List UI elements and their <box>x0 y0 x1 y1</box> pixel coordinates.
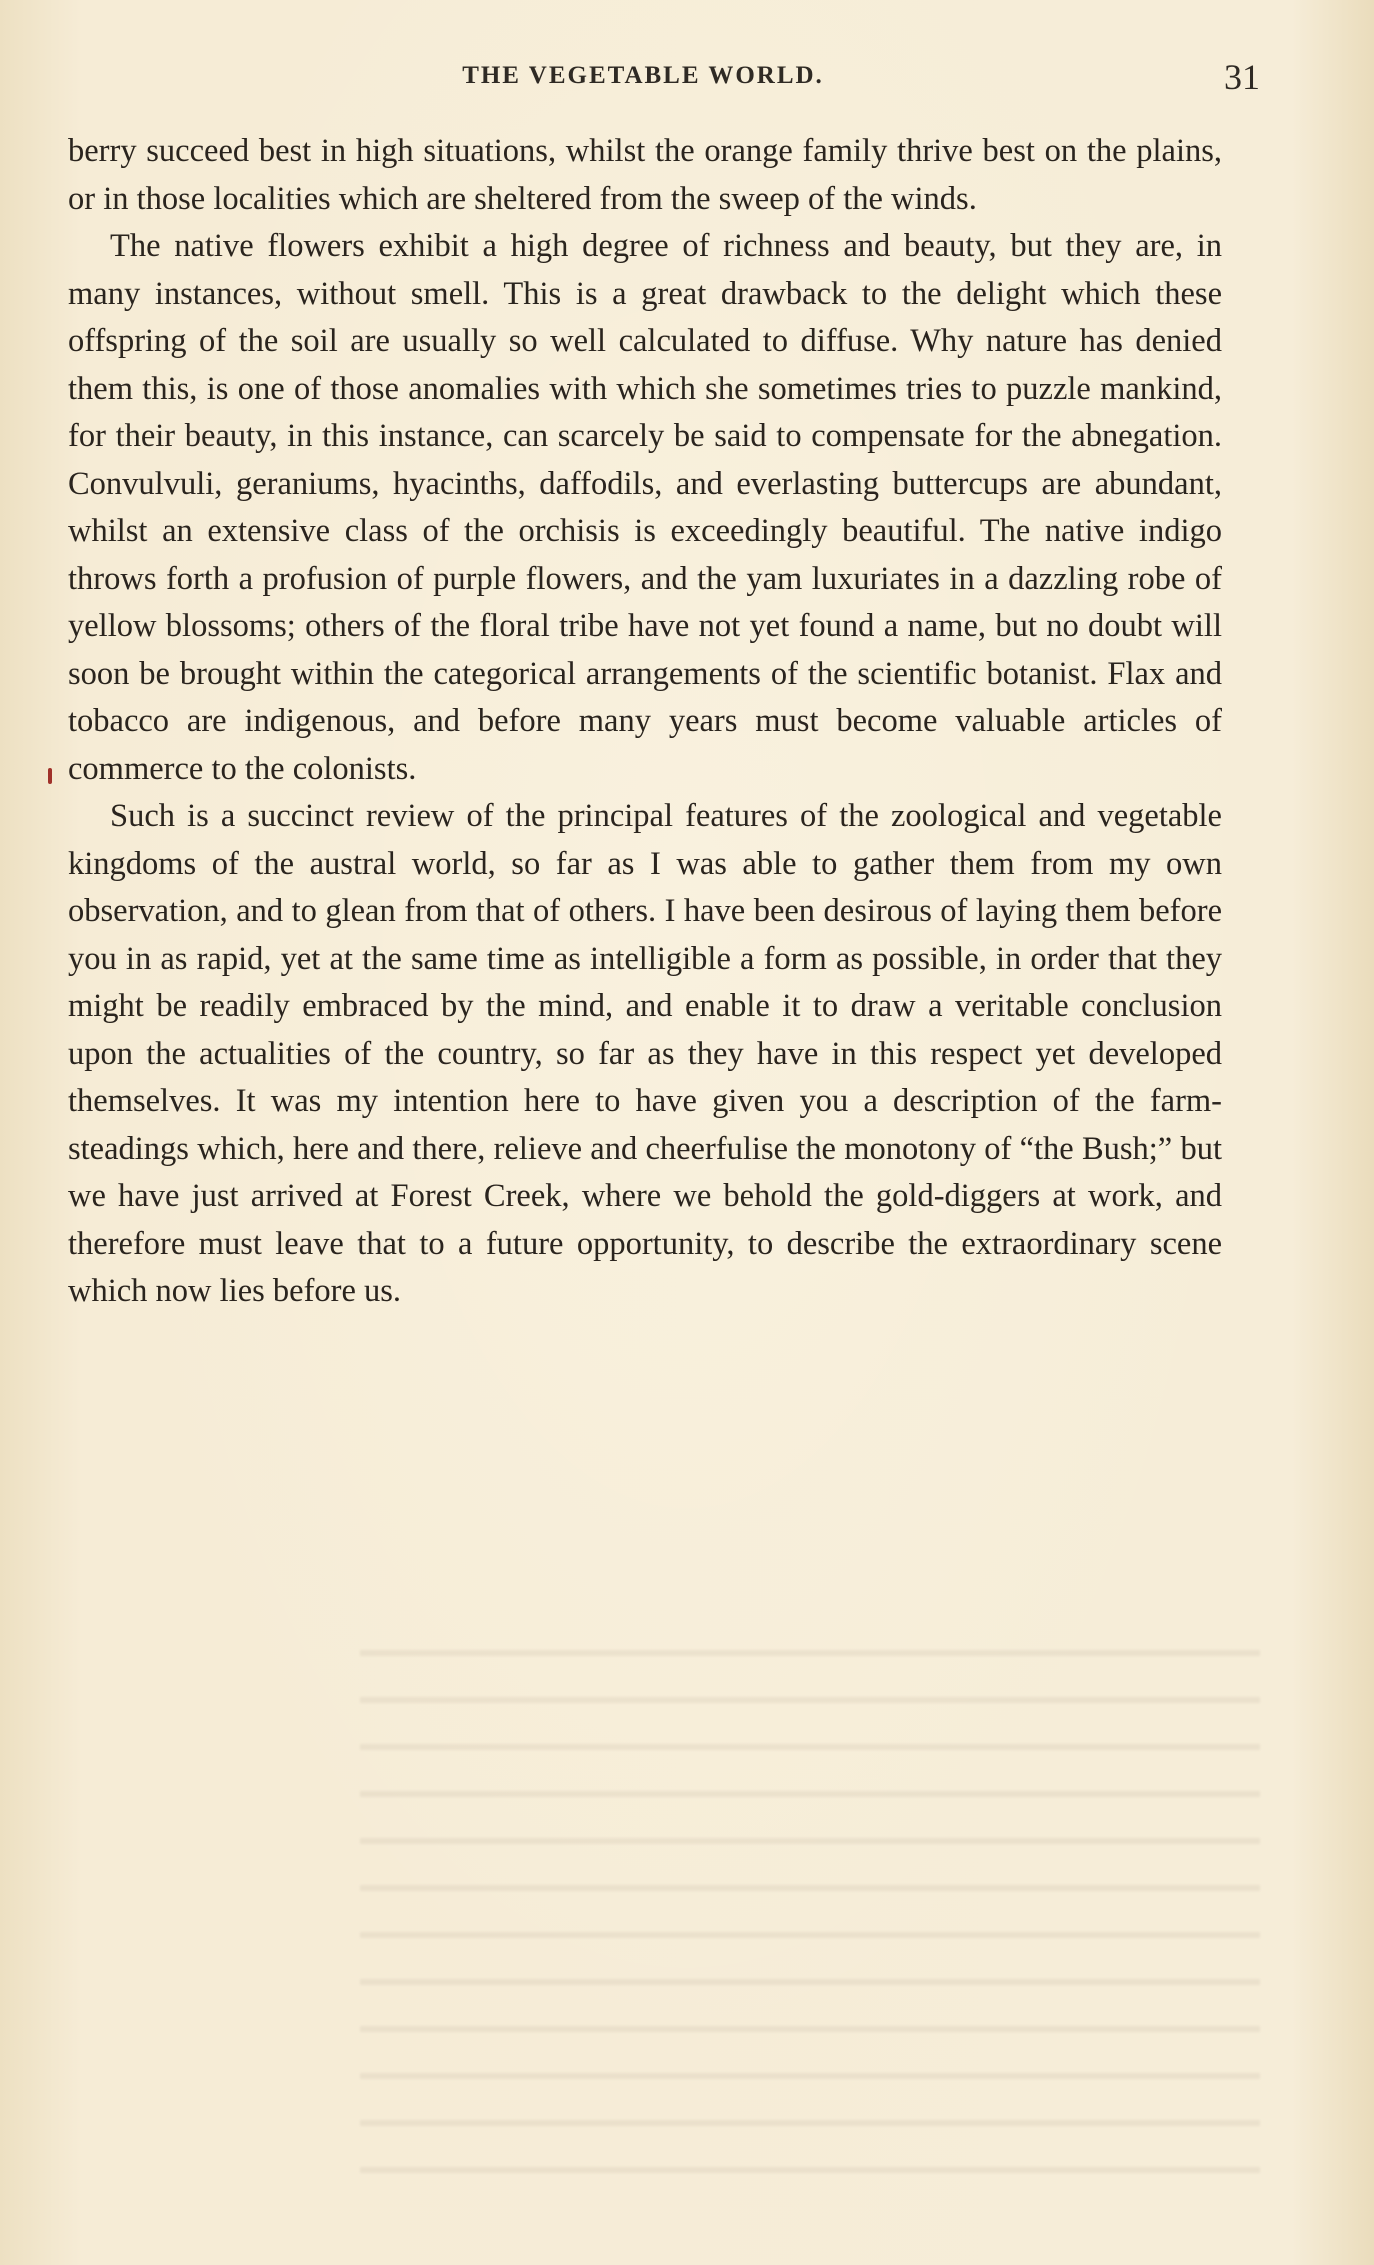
paragraph: The native flowers exhibit a high degree of richness and beauty, but they are, in many instances, without smell. This is a great drawback to the delight which these offspring of the soil are usually so well calculated to diffuse. Why nature has denied them this, is one of those anomalies with which she sometimes tries to puzzle mankind, for their beauty, in this instance, can scarcely be said to compensate for the abnegation. Convulvuli, geraniums, hyacinths, daffodils, and everlasting buttercups are abundant, whilst an extensive class of the orchisis is exceedingly beautiful. The native indigo throws forth a profusion of purple flowers, and the yam luxuriates in a dazzling robe of yellow blossoms; others of the floral tribe have not yet found a name, but no doubt will soon be brought within the categorical arrangements of the scientific botanist. Flax and tobacco are indigenous, and before many years must become valuable articles of commerce to the colonists. <box>68 228 1222 787</box>
margin-mark <box>48 768 52 784</box>
running-head <box>68 57 1260 102</box>
page-number: 31 <box>1224 57 1260 97</box>
body-text <box>68 128 1222 1316</box>
paragraph: Such is a succinct review of the principal features of the zoological and vegetable kingdoms of the austral world, so far as I was able to gather them from my own observation, and to glean from that of others. I have been desirous of laying them before you in as rapid, yet at the same time as intelligible a form as possible, in order that they might be readily embraced by the mind, and enable it to draw a veritable conclusion upon the actualities of the country, so far as they have in this respect yet developed themselves. It was my intention here to have given you a description of the farm-steadings which, here and there, relieve and cheerfulise the monotony of “the Bush;” but we have just arrived at Forest Creek, where we behold the gold-diggers at work, and therefore must leave that to a future opportunity, to describe the extraordinary scene which now lies before us. <box>68 798 1222 1309</box>
paragraph: berry succeed best in high situations, whilst the orange family thrive best on the plains, or in those localities which are sheltered from the sweep of the winds. <box>68 133 1222 217</box>
running-title: THE VEGETABLE WORLD. <box>462 62 824 89</box>
show-through-texture <box>360 1620 1260 2180</box>
